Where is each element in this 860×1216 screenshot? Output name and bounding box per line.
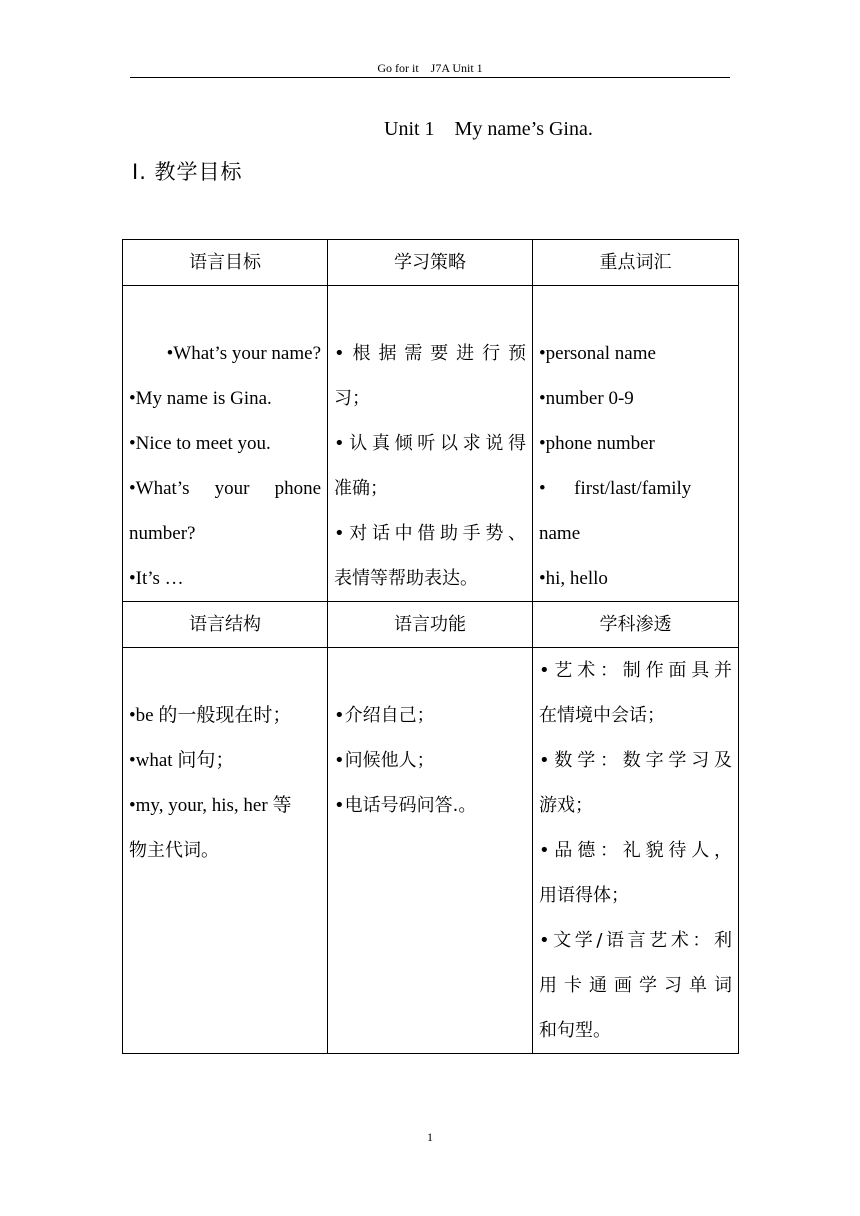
list-item: •What’s your name? bbox=[166, 343, 321, 364]
list-item: 和句型。 bbox=[539, 1020, 611, 1041]
list-item: •number 0-9 bbox=[539, 388, 634, 409]
key-vocabulary-cell bbox=[533, 286, 739, 602]
list-item: •介绍自己； bbox=[334, 705, 435, 726]
list-item: •It’s … bbox=[129, 568, 184, 589]
list-item: •Nice to meet you. bbox=[129, 433, 271, 454]
list-item: 物主代词。 bbox=[129, 840, 219, 861]
list-item: •问候他人； bbox=[334, 750, 435, 771]
list-item: name bbox=[539, 523, 581, 544]
list-item: •认真倾听以求说得 bbox=[334, 433, 526, 454]
list-item: 在情境中会话； bbox=[539, 705, 665, 726]
list-item: •根据需要进行预 bbox=[334, 343, 526, 364]
list-item: •艺术：制作面具并 bbox=[539, 660, 732, 681]
table-row bbox=[123, 648, 739, 1054]
page-number: 1 bbox=[427, 1130, 433, 1144]
list-item: • first/last/family bbox=[539, 478, 692, 499]
language-functions-cell bbox=[328, 648, 533, 1054]
list-item: •数学：数字学习及 bbox=[539, 750, 732, 771]
list-item: •文学/语言艺术：利 bbox=[539, 930, 732, 951]
language-structures-cell bbox=[123, 648, 328, 1054]
list-item: 用语得体； bbox=[539, 885, 629, 906]
list-item: •personal name bbox=[539, 343, 656, 364]
learning-strategies-cell bbox=[328, 286, 533, 602]
list-item: 准确； bbox=[334, 478, 388, 499]
header-rule bbox=[130, 77, 730, 78]
cross-curricular-cell bbox=[533, 648, 739, 1054]
language-goals-cell bbox=[123, 286, 328, 602]
list-item: 表情等帮助表达。 bbox=[334, 568, 478, 589]
list-item: number? bbox=[129, 523, 196, 544]
list-item: •my, your, his, her 等 bbox=[129, 795, 292, 816]
header-language-structures: 语言结构 bbox=[123, 602, 328, 648]
table-header-row bbox=[123, 602, 739, 648]
list-item: 用卡通画学习单词 bbox=[539, 975, 732, 996]
list-item: •hi, hello bbox=[539, 568, 608, 589]
list-item: •what 问句； bbox=[129, 750, 235, 771]
teaching-objectives-table bbox=[122, 239, 739, 1054]
running-header: Go for it J7A Unit 1 bbox=[377, 61, 483, 75]
list-item: •What’s your phone bbox=[129, 478, 321, 499]
list-item: •phone number bbox=[539, 433, 655, 454]
header-cross-curricular: 学科渗透 bbox=[533, 602, 739, 648]
list-item: •电话号码问答.。 bbox=[334, 795, 477, 816]
list-item: •对话中借助手势、 bbox=[334, 523, 526, 544]
list-item: •品德：礼貌待人， bbox=[539, 840, 732, 861]
section-heading: Ⅰ. 教学目标 bbox=[132, 160, 243, 184]
list-item: •be 的一般现在时； bbox=[129, 705, 292, 726]
header-language-goals: 语言目标 bbox=[123, 240, 328, 286]
header-key-vocabulary: 重点词汇 bbox=[533, 240, 739, 286]
table-row bbox=[123, 286, 739, 602]
list-item: •My name is Gina. bbox=[129, 388, 272, 409]
header-language-functions: 语言功能 bbox=[328, 602, 533, 648]
document-title: Unit 1 My name’s Gina. bbox=[384, 118, 593, 140]
header-learning-strategies: 学习策略 bbox=[328, 240, 533, 286]
table-header-row bbox=[123, 240, 739, 286]
list-item: 游戏； bbox=[539, 795, 593, 816]
list-item: 习； bbox=[334, 388, 370, 409]
